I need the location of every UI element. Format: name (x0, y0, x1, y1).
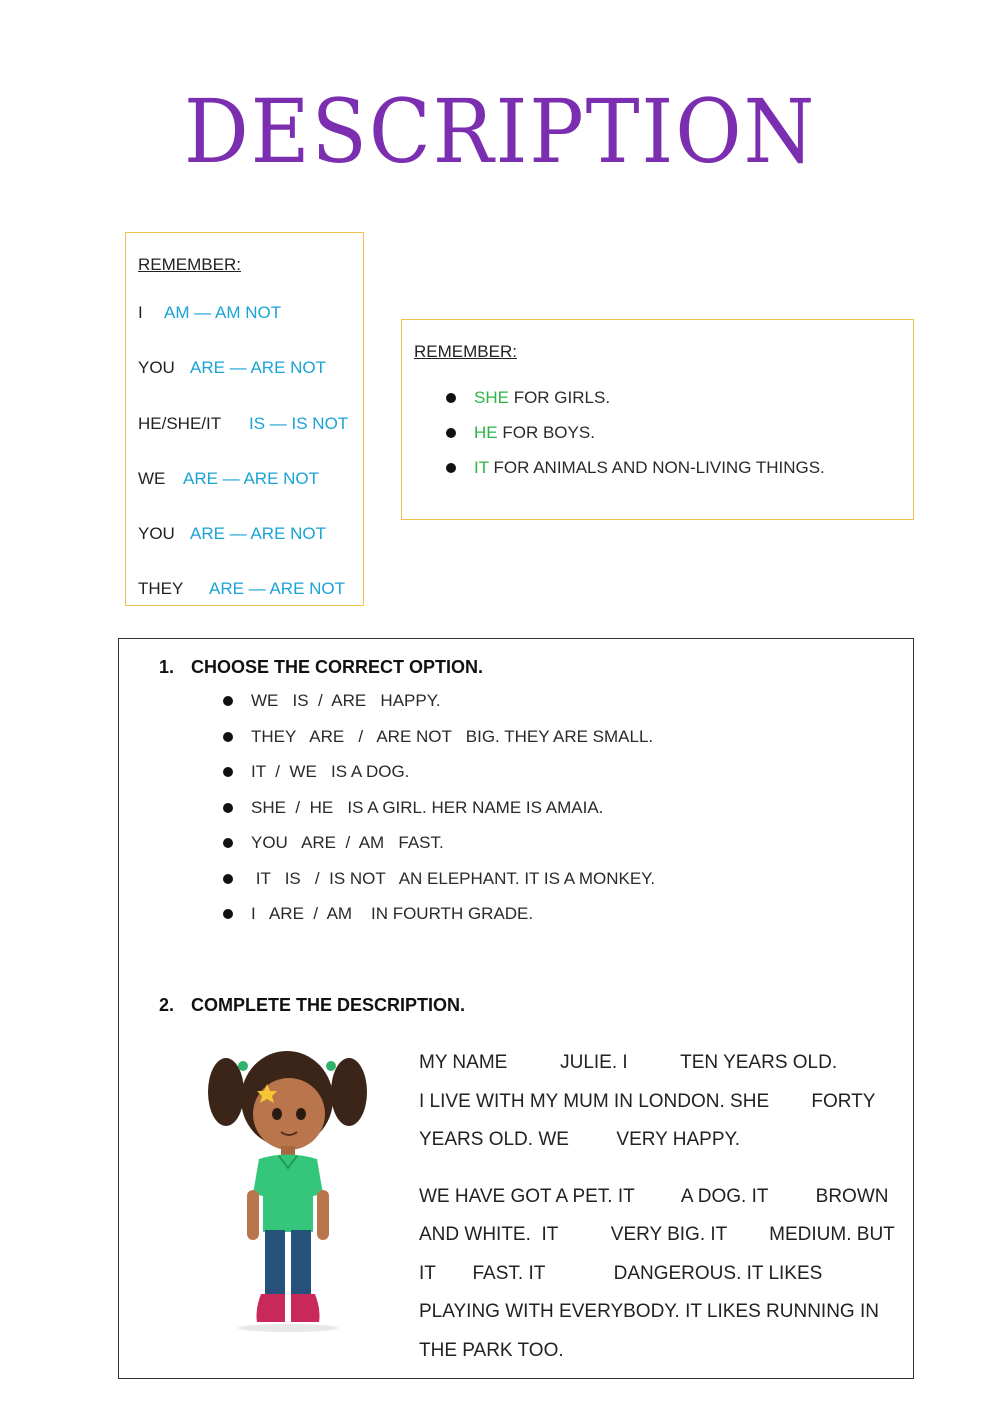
bullet-icon (223, 874, 233, 884)
exercise-number: 2. (159, 995, 175, 1015)
exercise-title: COMPLETE THE DESCRIPTION. (191, 995, 466, 1015)
bullet-icon (223, 696, 233, 706)
pronoun: HE/SHE/IT (138, 414, 222, 433)
list-item (446, 388, 825, 423)
exercise-number: 1. (159, 657, 175, 677)
bullet-icon (223, 838, 233, 848)
bullet-icon (446, 428, 456, 438)
rule-text: FOR BOYS. (497, 423, 595, 442)
verb-forms: ARE — ARE NOT (183, 469, 320, 488)
exercise-title: CHOOSE THE CORRECT OPTION. (191, 657, 484, 677)
pronoun: YOU (138, 524, 175, 543)
description-line: THE PARK TOO. (419, 1339, 564, 1361)
verb-row (138, 414, 348, 434)
list-item[interactable] (223, 691, 655, 727)
exercise2-heading (159, 995, 465, 1016)
bullet-icon (223, 803, 233, 813)
verb-forms: ARE — ARE NOT (190, 358, 327, 377)
exercise1-heading (159, 657, 483, 678)
remember-heading: REMEMBER: (138, 255, 241, 274)
girl-illustration (201, 1044, 371, 1334)
verb-forms: AM — AM NOT (164, 303, 282, 322)
pronoun: THEY (138, 579, 184, 598)
bullet-icon (446, 393, 456, 403)
bullet-icon (223, 909, 233, 919)
verb-row (138, 524, 326, 544)
verb-forms: ARE — ARE NOT (209, 579, 346, 598)
rule-text: FOR GIRLS. (508, 388, 611, 407)
pronoun: I (138, 303, 143, 322)
rule-text: FOR ANIMALS AND NON-LIVING THINGS. (488, 458, 825, 477)
list-item (446, 423, 825, 458)
list-item[interactable] (223, 833, 655, 869)
option-sentence[interactable]: IT IS / IS NOT AN ELEPHANT. IT IS A MONKEY. (251, 868, 656, 888)
bullet-icon (446, 463, 456, 473)
list-item[interactable] (223, 798, 655, 834)
remember-verb-box (125, 232, 364, 606)
description-text (419, 1044, 895, 1370)
option-sentence[interactable]: SHE / HE IS A GIRL. HER NAME IS AMAIA. (251, 797, 604, 817)
bullet-icon (223, 732, 233, 742)
description-line: PLAYING WITH EVERYBODY. IT LIKES RUNNING IN (419, 1301, 879, 1322)
list-item[interactable] (223, 727, 655, 763)
list-item (446, 458, 825, 493)
list-item[interactable] (223, 869, 655, 905)
verb-forms: IS — IS NOT (249, 414, 349, 433)
verb-forms: ARE — ARE NOT (190, 524, 327, 543)
description-line: WE HAVE GOT A PET. IT A DOG. IT BROWN (419, 1185, 889, 1207)
list-item[interactable] (223, 904, 655, 940)
verb-row (138, 303, 281, 323)
bullet-icon (223, 767, 233, 777)
description-line: YEARS OLD. WE VERY HAPPY. (419, 1129, 741, 1150)
pronoun-key: SHE (474, 388, 509, 407)
exercise-box (118, 638, 914, 1379)
option-sentence[interactable]: WE IS / ARE HAPPY. (251, 691, 441, 710)
pronoun: YOU (138, 358, 175, 377)
option-list (223, 691, 655, 940)
option-sentence[interactable]: THEY ARE / ARE NOT BIG. THEY ARE SMALL. (251, 726, 654, 746)
description-line: MY NAME JULIE. I TEN YEARS OLD. (419, 1052, 838, 1073)
pronoun-key: IT (474, 458, 489, 477)
pronoun-rules-list (446, 388, 825, 493)
pronoun: WE (138, 469, 166, 488)
verb-row (138, 469, 319, 489)
list-item[interactable] (223, 762, 655, 798)
description-line: IT FAST. IT DANGEROUS. IT LIKES (419, 1262, 823, 1284)
description-line: I LIVE WITH MY MUM IN LONDON. SHE FORTY (419, 1090, 876, 1112)
verb-row (138, 579, 345, 599)
option-sentence[interactable]: I ARE / AM IN FOURTH GRADE. (251, 904, 534, 923)
remember-heading: REMEMBER: (414, 342, 517, 361)
option-sentence[interactable]: YOU ARE / AM FAST. (251, 833, 444, 852)
option-sentence[interactable]: IT / WE IS A DOG. (251, 762, 410, 781)
pronoun-key: HE (474, 423, 498, 442)
remember-pronoun-box (401, 319, 914, 520)
page-title: DESCRIPTION (183, 80, 817, 183)
verb-row (138, 358, 326, 378)
description-line: AND WHITE. IT VERY BIG. IT MEDIUM. BUT (419, 1224, 895, 1245)
